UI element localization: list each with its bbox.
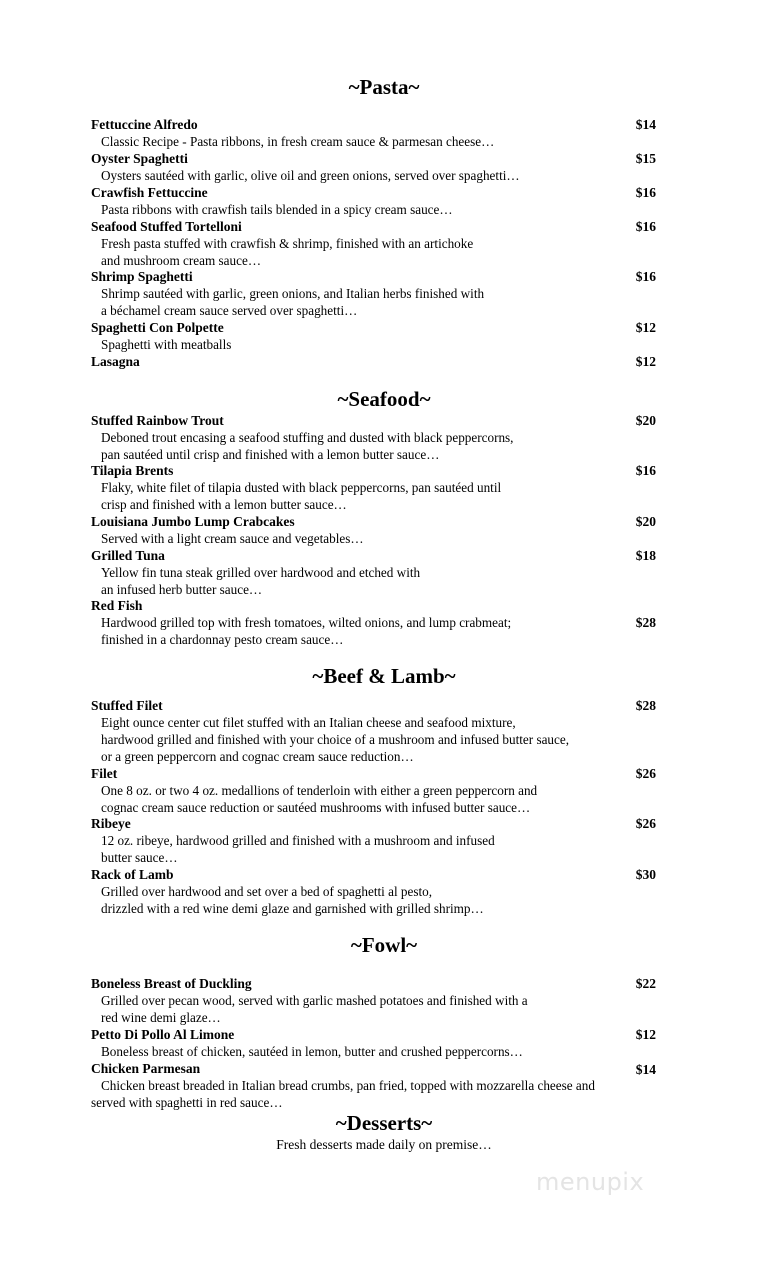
item-description: Fresh pasta stuffed with crawfish & shrimp, finished with an artichoke [101, 236, 474, 251]
item-name: Tilapia Brents [91, 463, 174, 478]
item-description: drizzled with a red wine demi glaze and garnished with grilled shrimp… [101, 901, 484, 916]
item-name: Shrimp Spaghetti [91, 269, 193, 284]
item-name: Boneless Breast of Duckling [91, 976, 252, 991]
item-name: Seafood Stuffed Tortelloni [91, 219, 242, 234]
menu-item-oyster-spaghetti [91, 150, 656, 184]
item-price: $26 [635, 766, 656, 781]
item-description: finished in a chardonnay pesto cream sauce… [101, 632, 344, 647]
section-title-seafood: ~Seafood~ [337, 387, 431, 411]
item-price: $16 [635, 463, 656, 478]
item-description: pan sautéed until crisp and finished with a lemon butter sauce… [101, 447, 440, 462]
section-title-pasta: ~Pasta~ [348, 75, 420, 99]
item-name: Filet [91, 766, 118, 781]
item-description: Served with a light cream sauce and vegetables… [101, 531, 364, 546]
item-price: $20 [635, 514, 656, 529]
menu-item-red-fish [91, 597, 656, 648]
item-name: Petto Di Pollo Al Limone [91, 1027, 235, 1042]
item-description: Hardwood grilled top with fresh tomatoes, wilted onions, and lump crabmeat; [101, 615, 512, 630]
item-price: $26 [635, 816, 656, 831]
item-price: $18 [635, 548, 656, 563]
item-description: Grilled over hardwood and set over a bed of spaghetti al pesto, [101, 884, 433, 899]
item-description: Yellow fin tuna steak grilled over hardwood and etched with [101, 565, 421, 580]
item-description: an infused herb butter sauce… [101, 582, 263, 597]
item-description: or a green peppercorn and cognac cream sauce reduction… [101, 749, 414, 764]
item-name: Grilled Tuna [91, 548, 165, 563]
menu-item-shrimp-spaghetti [91, 268, 656, 319]
item-price: $16 [635, 185, 656, 200]
menu-item-seafood-stuffed-tortelloni [91, 218, 656, 269]
item-name: Louisiana Jumbo Lump Crabcakes [91, 514, 295, 529]
item-description: a béchamel cream sauce served over spaghetti… [101, 303, 358, 318]
item-name: Stuffed Rainbow Trout [91, 413, 224, 428]
item-name: Spaghetti Con Polpette [91, 320, 224, 335]
item-price: $28 [635, 698, 656, 713]
menu-item-tilapia-brents [91, 462, 656, 513]
menu-item-ribeye [91, 815, 656, 866]
item-name: Stuffed Filet [91, 698, 163, 713]
menu-item-spaghetti-con-polpette [91, 319, 656, 353]
menu-item-lasagna [91, 353, 656, 370]
menu-item-grilled-tuna [91, 547, 656, 598]
section-title-desserts: ~Desserts~ [335, 1111, 433, 1135]
item-price: $30 [635, 867, 656, 882]
item-description: Classic Recipe - Pasta ribbons, in fresh cream sauce & parmesan cheese… [101, 134, 495, 149]
menu-item-stuffed-filet [91, 697, 656, 765]
menu-item-chicken-parmesan [91, 1060, 661, 1111]
menu-item-fettuccine-alfredo [91, 116, 656, 150]
item-name: Lasagna [91, 354, 140, 369]
item-description: Boneless breast of chicken, sautéed in lemon, butter and crushed peppercorns… [101, 1044, 523, 1059]
item-price: $12 [635, 354, 656, 369]
item-description: 12 oz. ribeye, hardwood grilled and finished with a mushroom and infused [101, 833, 495, 848]
item-price: $16 [635, 219, 656, 234]
item-price: $12 [635, 320, 656, 335]
item-name: Chicken Parmesan [91, 1061, 201, 1076]
item-description: Flaky, white filet of tilapia dusted with black peppercorns, pan sautéed until [101, 480, 502, 495]
item-description: Oysters sautéed with garlic, olive oil and green onions, served over spaghetti… [101, 168, 520, 183]
item-description: One 8 oz. or two 4 oz. medallions of tenderloin with either a green peppercorn and [101, 783, 538, 798]
item-price: $20 [635, 413, 656, 428]
item-name: Crawfish Fettuccine [91, 185, 208, 200]
menu-item-crawfish-fettuccine [91, 184, 656, 218]
item-name: Rack of Lamb [91, 867, 174, 882]
section-title-fowl: ~Fowl~ [350, 933, 418, 957]
item-description: and mushroom cream sauce… [101, 253, 262, 268]
item-price: $14 [635, 117, 656, 132]
item-name: Red Fish [91, 598, 143, 613]
menu-item-petto-di-pollo-al-limone [91, 1026, 656, 1060]
item-description: Shrimp sautéed with garlic, green onions, and Italian herbs finished with [101, 286, 485, 301]
menu-item-stuffed-rainbow-trout [91, 412, 656, 463]
item-price: $12 [635, 1027, 656, 1042]
item-description: butter sauce… [101, 850, 178, 865]
item-name: Ribeye [91, 816, 131, 831]
menu-item-rack-of-lamb [91, 866, 656, 917]
item-description: red wine demi glaze… [101, 1010, 221, 1025]
item-price: $14 [635, 1062, 656, 1077]
item-description: Spaghetti with meatballs [101, 337, 232, 352]
item-name: Fettuccine Alfredo [91, 117, 198, 132]
item-description: Eight ounce center cut filet stuffed with an Italian cheese and seafood mixture, [101, 715, 516, 730]
menu-item-louisiana-jumbo-lump-crabcakes [91, 513, 656, 547]
item-description: crisp and finished with a lemon butter sauce… [101, 497, 347, 512]
item-description: hardwood grilled and finished with your choice of a mushroom and infused butter sauce, [101, 732, 570, 747]
menu-item-filet [91, 765, 656, 816]
item-description: served with spaghetti in red sauce… [91, 1095, 283, 1110]
item-price: $15 [635, 151, 656, 166]
section-title-beef-lamb: ~Beef & Lamb~ [312, 664, 456, 688]
item-description: Pasta ribbons with crawfish tails blended in a spicy cream sauce… [101, 202, 453, 217]
menu-item-boneless-breast-of-duckling [91, 975, 656, 1026]
item-price: $22 [635, 976, 656, 991]
item-description: Grilled over pecan wood, served with garlic mashed potatoes and finished with a [101, 993, 528, 1008]
item-description: Deboned trout encasing a seafood stuffing and dusted with black peppercorns, [101, 430, 514, 445]
item-price: $28 [635, 615, 656, 630]
item-name: Oyster Spaghetti [91, 151, 188, 166]
menupix-watermark: menupix [536, 1168, 645, 1196]
item-price: $16 [635, 269, 656, 284]
item-description: cognac cream sauce reduction or sautéed mushrooms with infused butter sauce… [101, 800, 531, 815]
desserts-note: Fresh desserts made daily on premise… [276, 1137, 492, 1152]
item-description: Chicken breast breaded in Italian bread crumbs, pan fried, topped with mozzarella cheese and [101, 1078, 595, 1093]
